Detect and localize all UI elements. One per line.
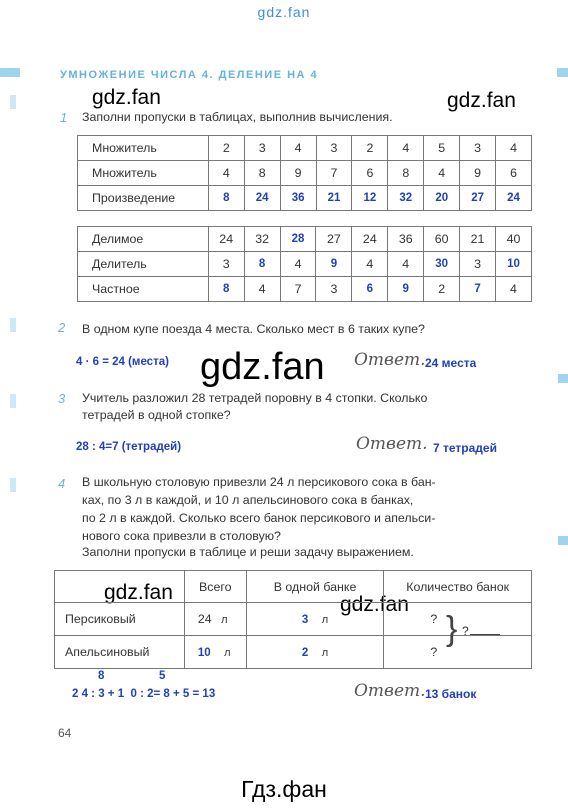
answer-value: 24 места	[425, 356, 477, 370]
filled-cell: 6	[352, 277, 388, 302]
table-cell: 36	[388, 227, 424, 252]
watermark: gdz.fan	[104, 581, 173, 604]
header-cell: В одной банке	[246, 571, 384, 603]
cell-value: 2	[301, 647, 309, 659]
table-cell: 32	[244, 227, 280, 252]
task-text-line: В школьную столовую привезли 24 л персикового сока в бан-	[82, 475, 436, 489]
page-number: 64	[58, 726, 72, 740]
table-cell: 8	[244, 161, 280, 186]
cell-unit: л	[221, 614, 228, 626]
intermediate-value: 5	[159, 670, 166, 682]
section-heading: УМНОЖЕНИЕ ЧИСЛА 4. ДЕЛЕНИЕ НА 4	[60, 69, 319, 81]
row-label: Множитель	[78, 136, 209, 161]
table-cell: 27	[316, 227, 352, 252]
answer-label: Ответ.	[354, 350, 426, 370]
table-cell: 2	[208, 136, 244, 161]
filled-cell: 21	[316, 186, 352, 211]
table-cell: 3	[208, 252, 244, 277]
total-question: ?	[462, 624, 469, 638]
task-text-line: нового сока привезли в столовую?	[82, 529, 281, 543]
margin-tab-right	[558, 536, 568, 545]
table-cell: 3	[460, 136, 496, 161]
table-cell: 4	[208, 161, 244, 186]
table-row	[78, 252, 532, 277]
table-cell: 2	[424, 277, 460, 302]
header-cell: Всего	[184, 571, 246, 603]
answer-value: 13 банок	[425, 687, 477, 701]
cell-value: 10	[197, 647, 211, 659]
margin-tab-left	[0, 68, 20, 77]
answer-value: 7 тетрадей	[433, 441, 497, 455]
filled-cell: 30	[424, 252, 460, 277]
answer-label: Ответ.	[356, 434, 428, 454]
table-cell: 21	[460, 227, 496, 252]
table-cell: 24	[352, 227, 388, 252]
juice-table	[54, 570, 532, 669]
filled-cell: 24	[244, 186, 280, 211]
table-cell: 4	[388, 252, 424, 277]
row-label: Множитель	[78, 161, 209, 186]
filled-cell: 8	[244, 252, 280, 277]
cell-value: 24	[197, 612, 212, 626]
watermark: gdz.fan	[340, 593, 409, 616]
cell-value: ?	[384, 636, 532, 669]
table-row	[78, 277, 532, 302]
table-row	[78, 227, 532, 252]
filled-cell: 8	[208, 186, 244, 211]
task-text: В одном купе поезда 4 места. Сколько мест в 6 таких купе?	[82, 322, 425, 336]
watermark-top: gdz.fan	[257, 4, 311, 20]
row-label: Делимое	[78, 227, 209, 252]
row-label: Персиковый	[55, 603, 185, 636]
table-cell: 2	[352, 136, 388, 161]
filled-cell: 36	[280, 186, 316, 211]
table-cell: 7	[280, 277, 316, 302]
division-table	[77, 226, 532, 302]
multiplication-table	[77, 135, 532, 211]
table-cell: 4	[280, 252, 316, 277]
margin-mark	[10, 95, 16, 109]
table-cell: 24	[208, 227, 244, 252]
task-text: Заполни пропуски в таблицах, выполнив вычисления.	[82, 110, 393, 124]
filled-cell: 32	[388, 186, 424, 211]
brace: }	[446, 610, 458, 648]
task-text-line: Заполни пропуски в таблице и реши задачу выражением.	[82, 545, 414, 559]
margin-mark	[10, 318, 16, 332]
cell-unit: л	[321, 647, 329, 659]
cell-value: ?	[384, 603, 532, 636]
table-cell: 5	[424, 136, 460, 161]
table-cell: 60	[424, 227, 460, 252]
task-text-line: Учитель разложил 28 тетрадей поровну в 4 стопки. Сколько	[82, 391, 428, 405]
filled-cell: 24	[496, 186, 532, 211]
table-cell: 4	[244, 277, 280, 302]
table-cell: 7	[316, 161, 352, 186]
task-number: 2	[58, 320, 66, 335]
table-cell: 4	[496, 136, 532, 161]
filled-cell: 27	[460, 186, 496, 211]
margin-mark	[10, 394, 16, 408]
table-cell: 3	[244, 136, 280, 161]
margin-tab-right	[558, 374, 568, 383]
filled-cell: 8	[208, 277, 244, 302]
header-cell	[55, 571, 185, 603]
cell-unit: л	[224, 647, 231, 659]
table-cell: 4	[388, 136, 424, 161]
row-label: Апельсиновый	[55, 636, 185, 669]
table-cell: 3	[460, 252, 496, 277]
table-cell: 4	[352, 252, 388, 277]
table-cell: 4	[280, 136, 316, 161]
watermark-large: gdz.fan	[200, 346, 325, 388]
answer-label: Ответ.	[354, 681, 426, 701]
row-label: Делитель	[78, 252, 209, 277]
table-header-row	[55, 571, 532, 603]
filled-cell: 9	[316, 252, 352, 277]
filled-cell: 28	[280, 227, 316, 252]
table-row	[78, 186, 532, 211]
row-label: Частное	[78, 277, 209, 302]
margin-mark	[10, 478, 16, 492]
cell-unit: л	[321, 614, 329, 626]
filled-cell: 12	[352, 186, 388, 211]
table-cell: 6	[496, 161, 532, 186]
table-cell: 40	[496, 227, 532, 252]
margin-tab-right	[557, 68, 568, 77]
intermediate-value: 8	[98, 670, 105, 682]
table-row	[55, 636, 532, 669]
table-cell: 3	[316, 136, 352, 161]
table-row	[78, 136, 532, 161]
task-text-line: ках, по 3 л в каждой, и 10 л апельсинового сока в банках,	[82, 493, 414, 507]
task-number: 1	[60, 110, 68, 125]
table-cell: 6	[352, 161, 388, 186]
filled-cell: 7	[460, 277, 496, 302]
header-cell: Количество банок	[384, 571, 532, 603]
table-cell: 4	[424, 161, 460, 186]
watermark-bottom: Гдз.фан	[241, 776, 327, 802]
table-row	[78, 161, 532, 186]
watermark: gdz.fan	[92, 86, 161, 109]
solution-expression: 2 4 : 3 + 1 0 : 2= 8 + 5 = 13	[72, 688, 216, 700]
task-text-line: тетрадей в одной стопке?	[82, 408, 231, 422]
filled-cell: 10	[496, 252, 532, 277]
task-number: 3	[58, 391, 66, 406]
task-text-line: по 2 л в каждой. Сколько всего банок персикового и апельси-	[82, 511, 436, 525]
row-label: Произведение	[78, 186, 209, 211]
table-row	[55, 603, 532, 636]
table-cell: 4	[496, 277, 532, 302]
table-cell: 9	[460, 161, 496, 186]
solution-expression: 4 · 6 = 24 (места)	[76, 356, 169, 368]
filled-cell: 20	[424, 186, 460, 211]
watermark: gdz.fan	[447, 89, 516, 112]
filled-cell: 9	[388, 277, 424, 302]
table-cell: 9	[280, 161, 316, 186]
task-number: 4	[58, 476, 66, 491]
table-cell: 8	[388, 161, 424, 186]
table-cell: 3	[316, 277, 352, 302]
answer-line	[470, 634, 500, 635]
cell-value: 3	[301, 614, 309, 626]
solution-expression: 28 : 4=7 (тетрадей)	[76, 441, 182, 453]
